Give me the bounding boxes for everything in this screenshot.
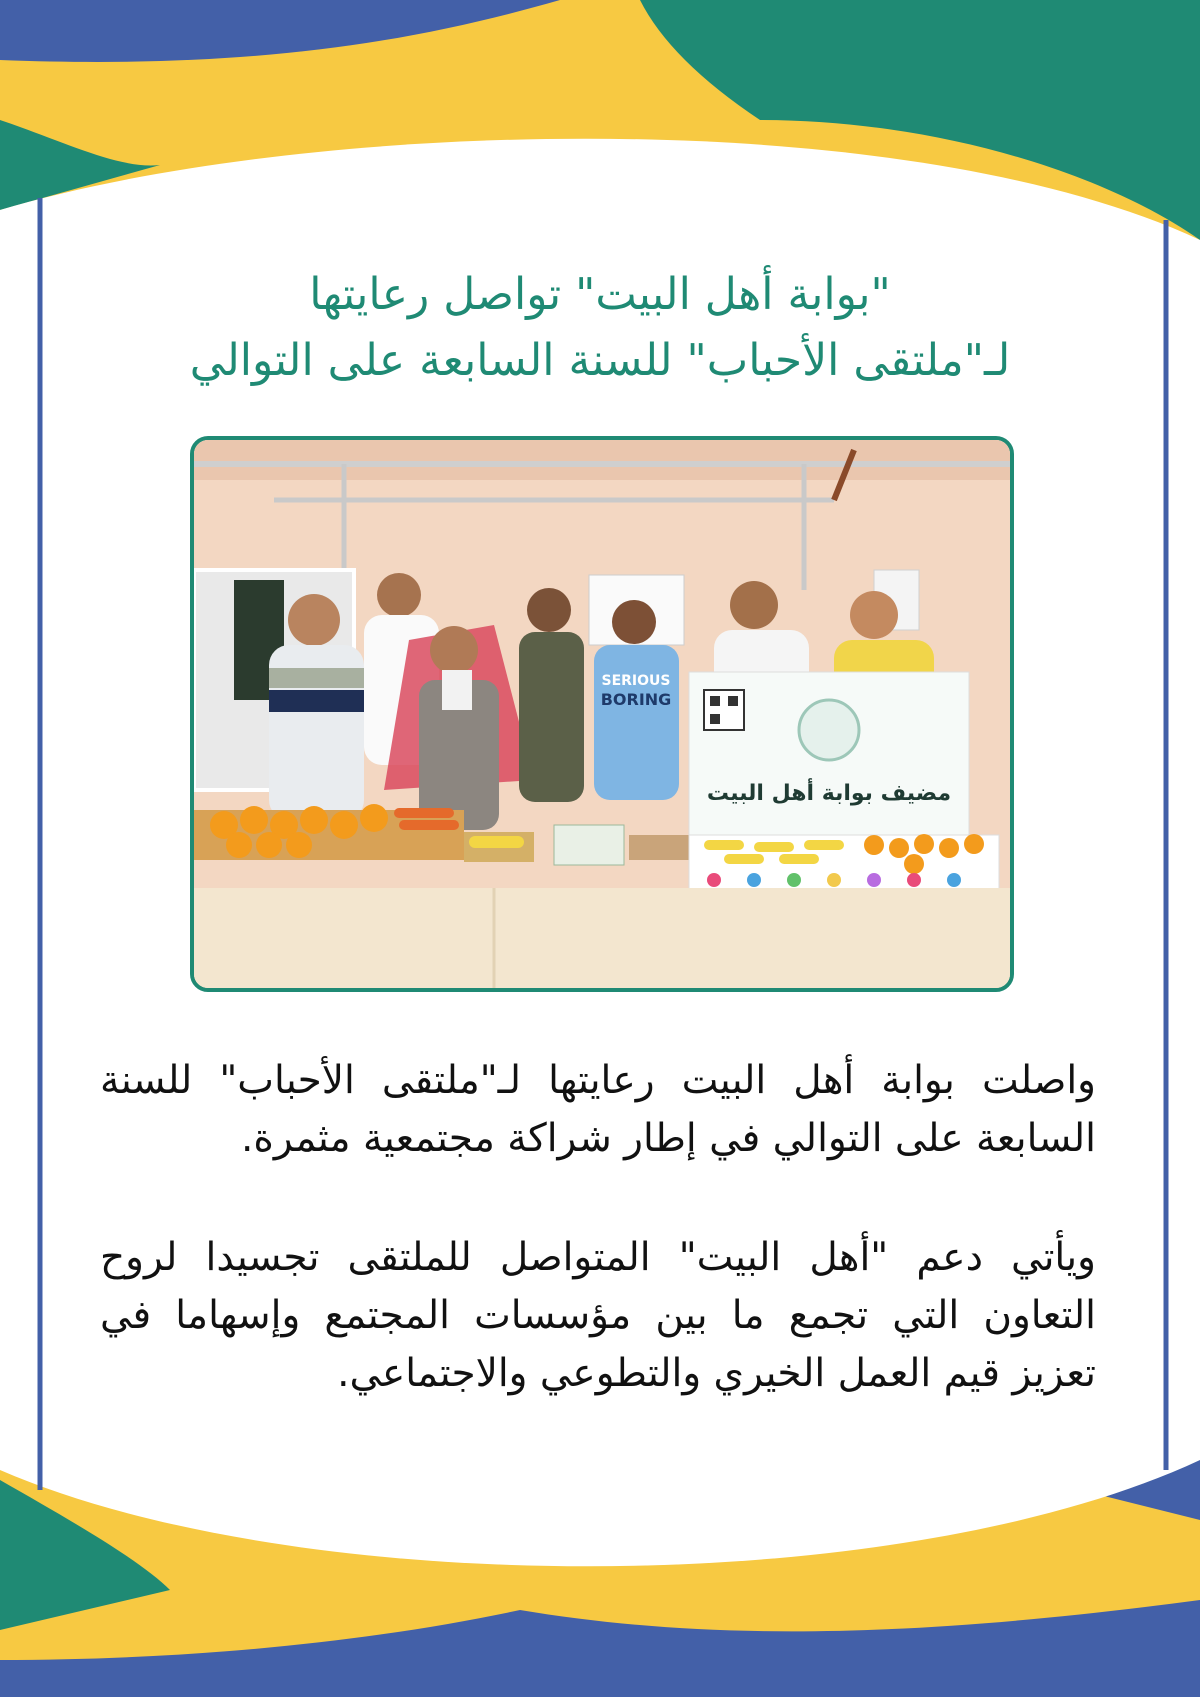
shirt-text-2: BORING [600,690,672,709]
title-line-1: "بوابة أهل البيت" تواصل رعايتها [309,269,891,320]
page-title [100,262,1100,394]
paragraph-2: ويأتي دعم "أهل البيت" المتواصل للملتقى تجسيدا لروح التعاون التي تجمع ما بين مؤسسات المجتمع وإسهاما في تعزيز قيم العمل الخيري والتطوعي والاجتماعي. [100,1235,1096,1396]
booth-sign-text: مضيف بوابة أهل البيت [706,781,952,806]
event-photo [190,436,1014,992]
paragraph-1: واصلت بوابة أهل البيت رعايتها لـ"ملتقى الأحباب" للسنة السابعة على التوالي في إطار شراكة مجتمعية مثمرة. [100,1058,1096,1161]
title-line-2: لـ"ملتقى الأحباب" للسنة السابعة على التوالي [189,335,1011,386]
event-photo-illustration [194,440,1010,988]
shirt-text-1: SERIOUS [601,673,671,689]
